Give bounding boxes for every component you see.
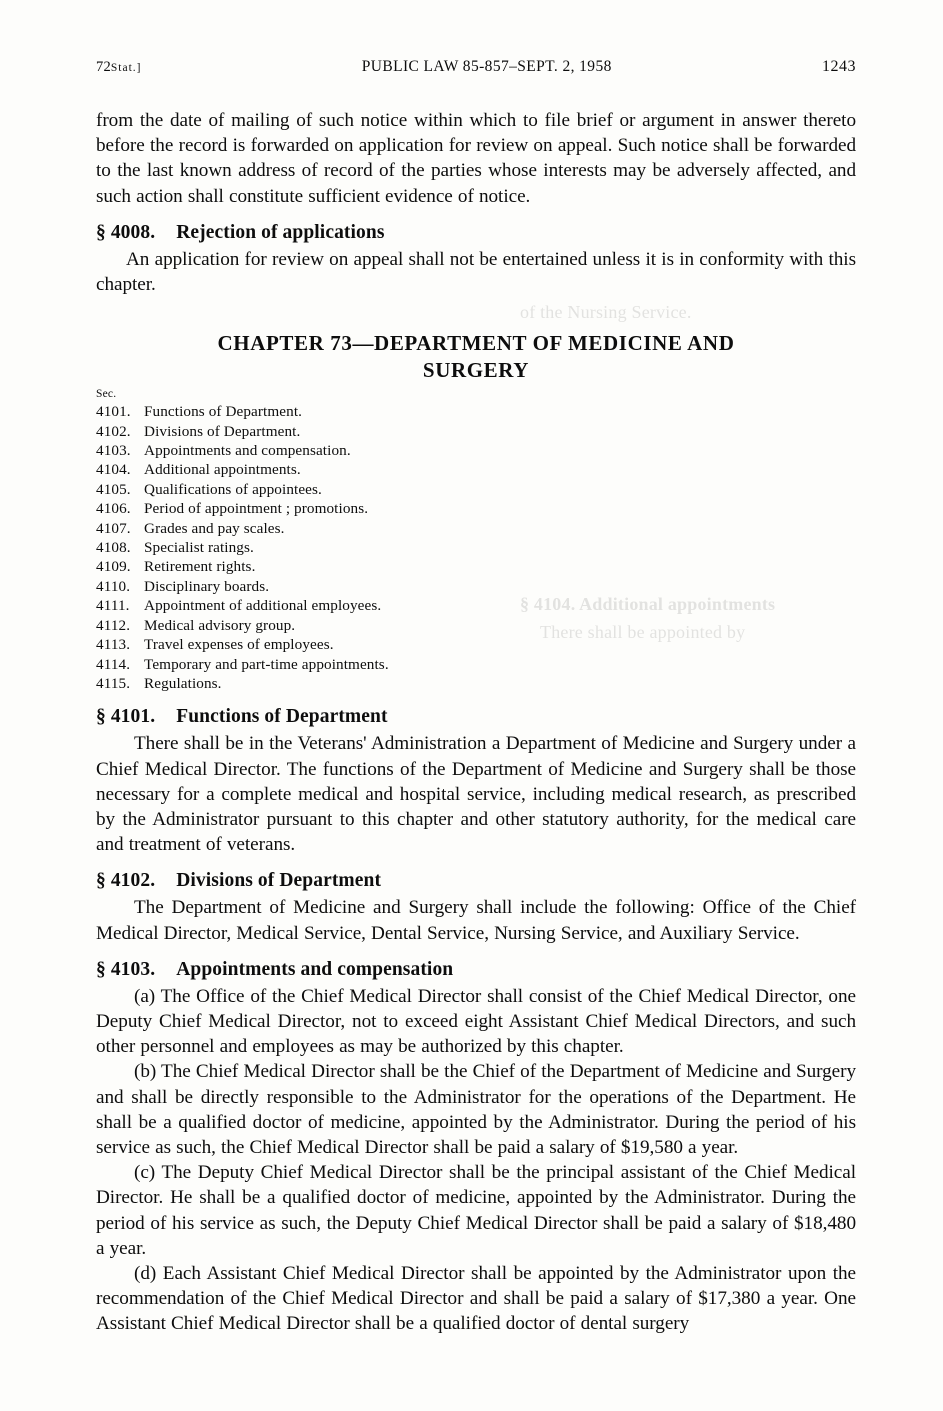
section-title: Rejection of applications xyxy=(176,221,385,243)
toc-item-number: 4111. xyxy=(96,597,130,615)
toc-item[interactable] xyxy=(96,460,856,479)
section-heading-4008 xyxy=(96,222,856,244)
toc-item-title: Functions of Department. xyxy=(144,403,303,421)
toc-item[interactable] xyxy=(96,674,856,693)
running-head xyxy=(96,58,856,78)
section-number: § 4008. xyxy=(96,221,156,243)
toc-item-number: 4115. xyxy=(96,674,131,692)
toc-item-title: Grades and pay scales. xyxy=(144,519,285,537)
paragraph-intro: from the date of mailing of such notice within which to file brief or argument in answer thereto before the record is forwarded on application for review on appeal. Such notice shall be forwarded to the last known address of record of the parties whose interests may be adversely affected, and such action shall constitute sufficient evidence of notice. xyxy=(96,110,856,207)
toc-item-title: Travel expenses of employees. xyxy=(144,636,334,654)
toc-item[interactable] xyxy=(96,499,856,518)
toc-item-number: 4105. xyxy=(96,480,131,498)
chapter-title-line2: SURGERY xyxy=(422,358,530,383)
toc-item-number: 4108. xyxy=(96,539,131,557)
toc-item-title: Period of appointment ; promotions. xyxy=(144,500,369,518)
toc-item-number: 4101. xyxy=(96,403,131,421)
toc-item-number: 4106. xyxy=(96,500,131,518)
section-title: Appointments and compensation xyxy=(176,958,454,980)
toc-item[interactable] xyxy=(96,616,856,635)
toc-item-number: 4112. xyxy=(96,616,131,634)
toc-item-title: Medical advisory group. xyxy=(144,616,296,634)
toc-item-number: 4103. xyxy=(96,442,131,460)
toc-item[interactable] xyxy=(96,538,856,557)
showthrough-text: There shall be appointed by xyxy=(540,622,746,642)
toc-item[interactable] xyxy=(96,480,856,499)
toc-item-number: 4109. xyxy=(96,558,131,576)
section-heading-4101 xyxy=(96,706,856,728)
showthrough-text: § 4104. Additional appointments xyxy=(520,594,776,614)
paragraph-4008-body: An application for review on appeal shall not be entertained unless it is in conformity with this chapter. xyxy=(96,248,856,296)
chapter-title-line1: CHAPTER 73—DEPARTMENT OF MEDICINE AND xyxy=(217,331,735,356)
section-number: § 4101. xyxy=(96,706,156,728)
toc-item-title: Temporary and part-time appointments. xyxy=(144,655,389,673)
volume-number: 72 xyxy=(96,59,111,75)
toc-item-number: 4104. xyxy=(96,461,131,479)
toc-item-number: 4114. xyxy=(96,655,131,673)
running-head-center: PUBLIC LAW 85-857–SEPT. 2, 1958 xyxy=(361,58,612,75)
toc-item[interactable] xyxy=(96,441,856,460)
toc-item-number: 4102. xyxy=(96,422,131,440)
section-title: Divisions of Department xyxy=(176,870,382,892)
stat-label: Stat.] xyxy=(110,62,142,74)
page-content xyxy=(96,58,856,1337)
toc-item[interactable] xyxy=(96,577,856,596)
toc-item-number: 4107. xyxy=(96,519,131,537)
toc-item-title: Appointments and compensation. xyxy=(144,442,351,460)
toc-item-title: Disciplinary boards. xyxy=(144,577,270,595)
paragraph-4103-d: (d) Each Assistant Chief Medical Director shall be appointed by the Administrator upon the recommendation of the Chief Medical Director and shall be paid a salary of $17,380 a year. One Assistant Chief Medical Director shall be a qualified doctor of dental surgery xyxy=(96,1262,856,1335)
toc-item[interactable] xyxy=(96,422,856,441)
paragraph-4102-body: The Department of Medicine and Surgery shall include the following: Office of the Chief Medical Director, Medical Service, Dental Service, Nursing Service, and Auxiliary Service. xyxy=(96,897,856,944)
toc-item-title: Retirement rights. xyxy=(144,558,256,576)
toc-label: Sec. xyxy=(96,388,117,401)
chapter-title xyxy=(96,330,856,384)
section-number: § 4103. xyxy=(96,958,156,980)
toc-item[interactable] xyxy=(96,635,856,654)
paragraph-4101-body: There shall be in the Veterans' Administration a Department of Medicine and Surgery under a Chief Medical Director. The functions of the Department of Medicine and Surgery shall be those necessary for a complete medical and hospital service, including medical research, as prescribed by the Administrator pursuant to this chapter and other statutory authority, for the medical care and treatment of veterans. xyxy=(96,733,856,856)
paragraph-4103-c: (c) The Deputy Chief Medical Director shall be the principal assistant of the Chief Medical Director. He shall be a qualified doctor of medicine, appointed by the Administrator. During the period of his service as such, the Deputy Chief Medical Director shall be paid a salary of $18,480 a year. xyxy=(96,1162,856,1259)
toc-item-title: Additional appointments. xyxy=(144,461,301,479)
toc-item-number: 4113. xyxy=(96,636,131,654)
toc-item[interactable] xyxy=(96,655,856,674)
section-title: Functions of Department xyxy=(176,706,388,728)
toc-item[interactable] xyxy=(96,557,856,576)
toc-item[interactable] xyxy=(96,519,856,538)
toc-item[interactable] xyxy=(96,402,856,421)
section-heading-4102 xyxy=(96,870,856,892)
paragraph-4103-b: (b) The Chief Medical Director shall be the Chief of the Department of Medicine and Surgery and shall be directly responsible to the Administrator for the operations of the Department. He shall be a qualified doctor of medicine, appointed by the Administrator. During the period of his service as such, the Chief Medical Director shall be paid a salary of $19,580 a year. xyxy=(96,1061,856,1158)
toc-item[interactable] xyxy=(96,596,856,615)
toc-item-title: Qualifications of appointees. xyxy=(144,480,322,498)
toc-item-number: 4110. xyxy=(96,577,131,595)
toc-item-title: Specialist ratings. xyxy=(144,539,254,557)
showthrough-text: of the Nursing Service. xyxy=(520,302,692,322)
toc-item-title: Regulations. xyxy=(144,674,222,692)
section-heading-4103 xyxy=(96,959,856,981)
toc-item-title: Appointment of additional employees. xyxy=(144,597,382,615)
toc-item-title: Divisions of Department. xyxy=(144,422,301,440)
page-number: 1243 xyxy=(822,58,856,75)
section-number: § 4102. xyxy=(96,870,156,892)
chapter-toc xyxy=(96,402,856,693)
paragraph-4103-a: (a) The Office of the Chief Medical Director shall consist of the Chief Medical Director, one Deputy Chief Medical Director, not to exceed eight Assistant Chief Medical Directors, and such other personnel and employees as may be authorized by this chapter. xyxy=(96,985,856,1058)
running-head-left xyxy=(96,59,142,76)
